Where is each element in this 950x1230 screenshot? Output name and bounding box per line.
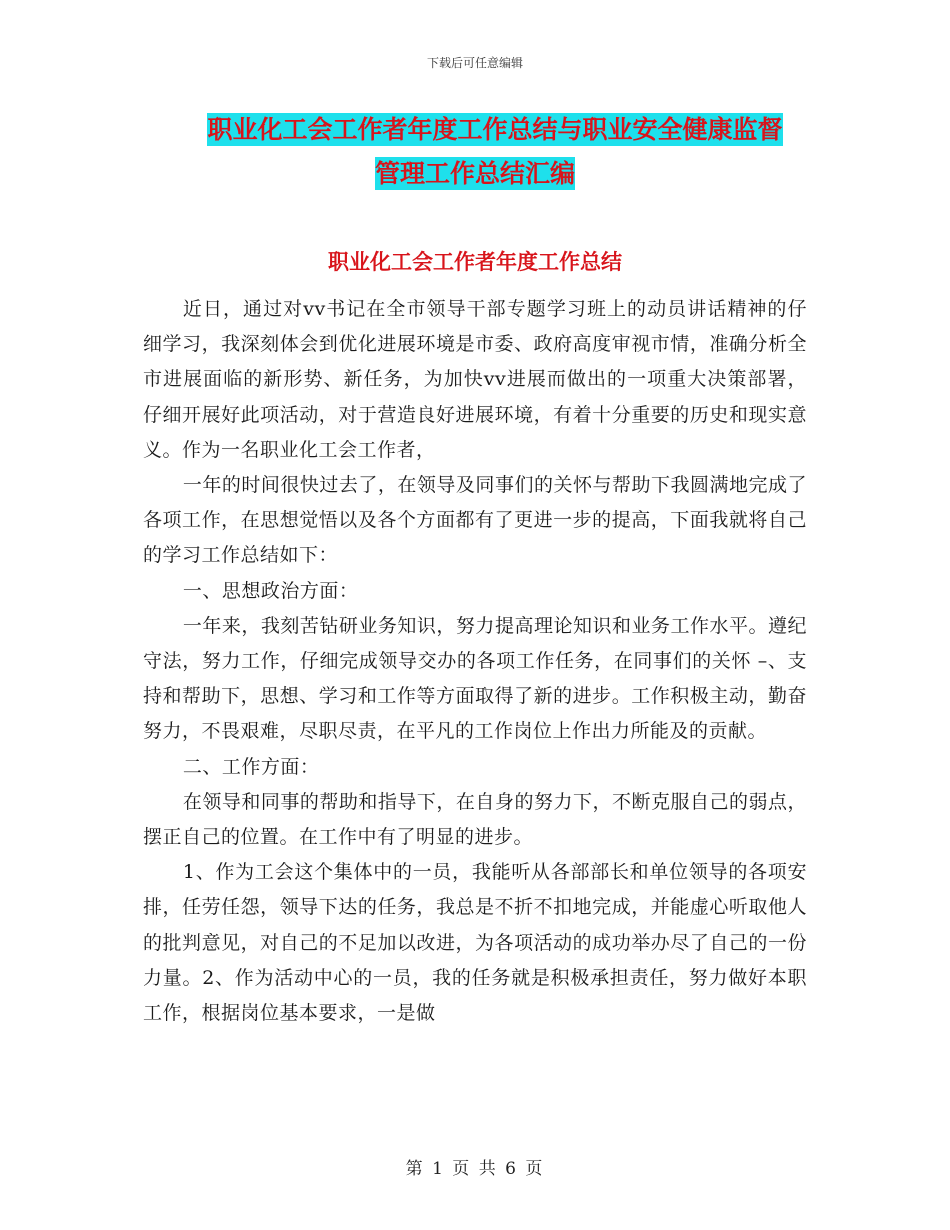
paragraph: 1、作为工会这个集体中的一员，我能听从各部部长和单位领导的各项安排，任劳任怨，领导下达的任务，我总是不折不扣地完成，并能虚心听取他人的批判意见，对自己的不足加以改进，为各项活动的成功举办尽了自己的一份力量。2、作为活动中心的一员，我的任务就是积极承担责任，努力做好本职工作，根据岗位基本要求，一是做: [143, 861, 807, 1025]
document-title: [0, 108, 950, 196]
paragraph-heading: 二、工作方面：: [182, 755, 320, 778]
document-title-line2: 管理工作总结汇编: [374, 159, 575, 188]
paragraph: 在领导和同事的帮助和指导下，在自身的努力下，不断克服自己的弱点，摆正自己的位置。在工作中有了明显的进步。: [143, 790, 807, 849]
section-title: 职业化工会工作者年度工作总结: [328, 250, 622, 274]
paragraph: 一年来，我刻苦钻研业务知识，努力提高理论知识和业务工作水平。遵纪守法，努力工作，仔细完成领导交办的各项工作任务，在同事们的关怀 –、支持和帮助下，思想、学习和工作等方面取得了新的进步。工作积极主动，勤奋努力，不畏艰难，尽职尽责，在平凡的工作岗位上作出力所能及的贡献。: [143, 614, 807, 743]
paragraph: 近日，通过对vv书记在全市领导干部专题学习班上的动员讲话精神的仔细学习，我深刻体会到优化进展环境是市委、政府高度审视市情，准确分析全市进展面临的新形势、新任务，为加快vv进展而做出的一项重大决策部署，仔细开展好此项活动，对于营造良好进展环境，有着十分重要的历史和现实意义。作为一名职业化工会工作者，: [143, 298, 807, 461]
page-number-footer: 第 1 页 共 6 页: [405, 1159, 545, 1179]
paragraph: 一年的时间很快过去了，在领导及同事们的关怀与帮助下我圆满地完成了各项工作，在思想觉悟以及各个方面都有了更进一步的提高，下面我就将自己的学习工作总结如下：: [143, 474, 807, 567]
paragraph-heading: 一、思想政治方面：: [182, 579, 359, 602]
body-text: [143, 292, 807, 1031]
document-title-line1: 职业化工会工作者年度工作总结与职业安全健康监督: [207, 115, 783, 144]
header-note: 下载后可任意编辑: [426, 56, 523, 70]
